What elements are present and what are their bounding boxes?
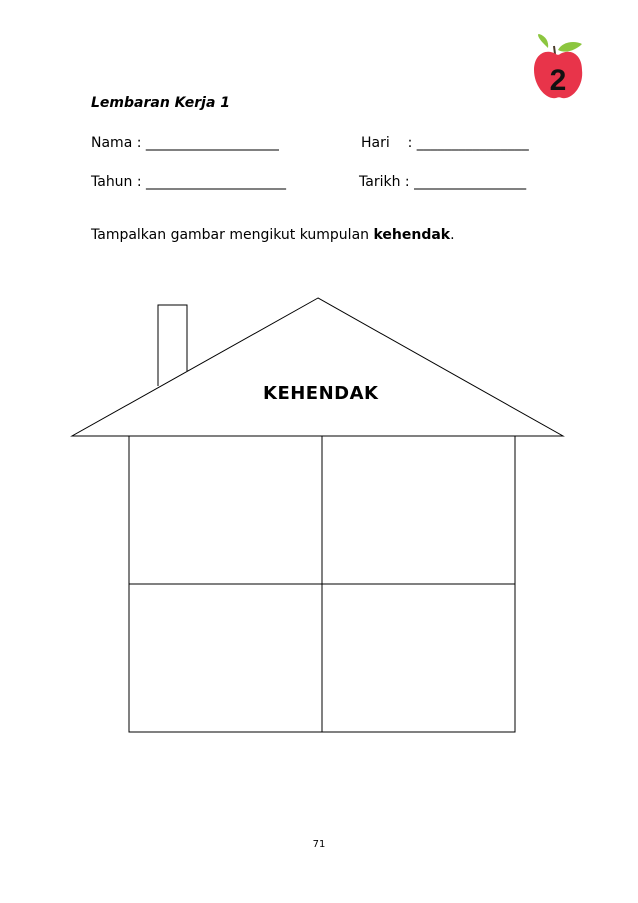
tarikh-label: Tarikh	[359, 174, 401, 190]
nama-line: : ___________________	[136, 135, 279, 151]
instruction-end: .	[450, 227, 455, 243]
instruction-bold: kehendak	[373, 227, 451, 243]
roof	[72, 298, 563, 436]
instruction-text: Tampalkan gambar mengikut kumpulan	[91, 227, 374, 243]
tahun-line: : ____________________	[136, 174, 287, 190]
hari-label: Hari	[361, 135, 390, 151]
tarikh-line: : ________________	[404, 174, 527, 190]
wall-panel-bottom-left	[129, 584, 322, 732]
badge-number: 2	[549, 64, 567, 97]
tahun-label: Tahun	[91, 174, 133, 190]
wall-panel-top-left	[129, 436, 322, 584]
house-label: KEHENDAK	[263, 383, 379, 404]
page-number: 71	[312, 839, 326, 850]
hari-line: : ________________	[407, 135, 529, 151]
worksheet-title: Lembaran Kerja 1	[91, 95, 231, 111]
wall-panel-bottom-right	[322, 584, 515, 732]
nama-label: Nama	[91, 135, 133, 151]
wall-panel-top-right	[322, 436, 515, 584]
